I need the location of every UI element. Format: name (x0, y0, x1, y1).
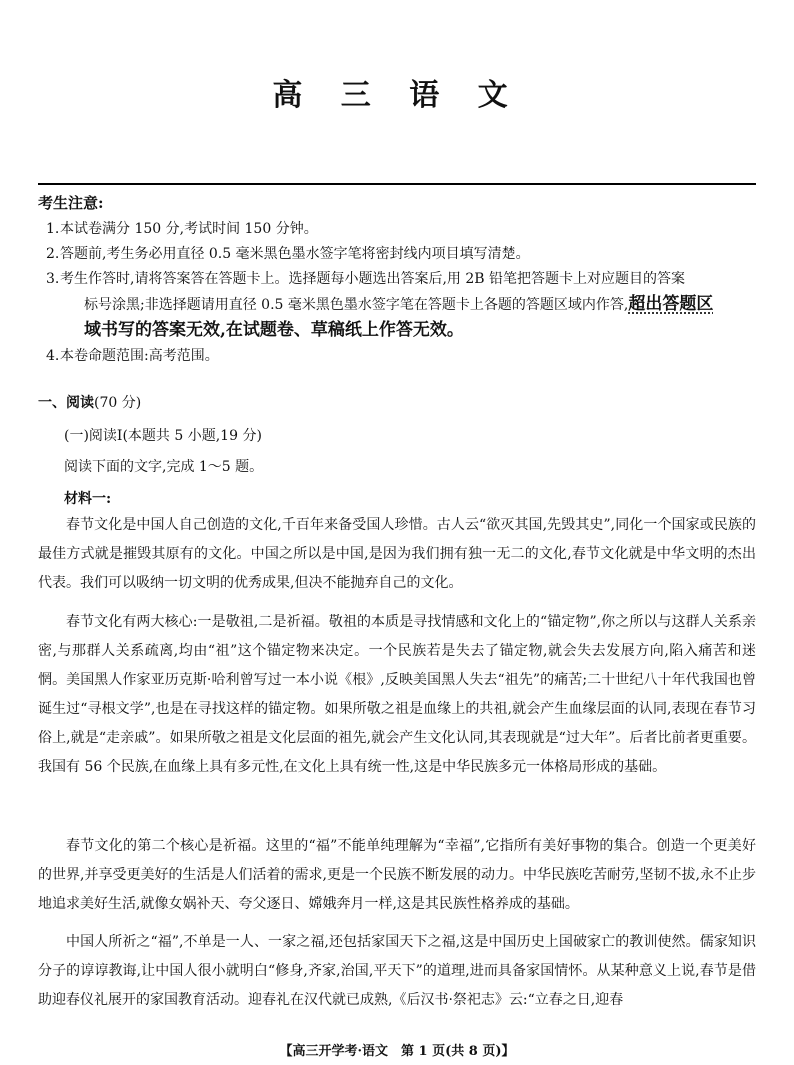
paragraph-1: 春节文化是中国人自己创造的文化,千百年来备受国人珍惜。古人云“欲灭其国,先毁其史”,同化一个国家或民族的最佳方式就是摧毁其原有的文化。中国之所以是中国,是因为我们拥有独一无二的文化,春节文化就是中华文明的杰出代表。我们可以吸纳一切文明的优秀成果,但决不能抛弃自己的文化。 (38, 517, 756, 591)
notice-item-4: 4.本卷命题范围:高考范围。 (46, 348, 219, 364)
paragraph-4: 中国人所祈之“福”,不单是一人、一家之福,还包括家国天下之福,这是中国历史上国破家亡的教训使然。儒家知识分子的谆谆教诲,让中国人很小就明白“修身,齐家,治国,平天下”的道理,进而具备家国情怀。从某种意义上说,春节是借助迎春仪礼展开的家国教育活动。迎春礼在汉代就已成熟,《后汉书·祭祀志》云:“立春之日,迎春 (38, 934, 756, 1008)
notice-list (38, 217, 758, 369)
material-label: 材料一: (64, 491, 112, 507)
notice-item-1: 1.本试卷满分 150 分,考试时间 150 分钟。 (46, 221, 318, 237)
page-footer: 【高三开学考·语文 第 1 页(共 8 页)】 (279, 1044, 515, 1059)
notice-item-2: 2.答题前,考生务必用直径 0.5 毫米黑色墨水签字笔将密封线内项目填写清楚。 (46, 246, 530, 262)
header-divider (38, 183, 756, 185)
notice-box (38, 192, 758, 369)
reading-subheading: (一)阅读Ⅰ(本题共 5 小题,19 分) (64, 428, 262, 444)
paragraph-3: 春节文化的第二个核心是祈福。这里的“福”不能单纯理解为“幸福”,它指所有美好事物的集合。创造一个更美好的世界,并享受更美好的生活是人们活着的需求,更是一个民族不断发展的动力。中华民族吃苦耐劳,坚韧不拔,永不止步地追求美好生活,就像女娲补天、夸父逐日、嫦娥奔月一样,这是其民族性格养成的基础。 (38, 838, 756, 912)
section-heading: 一、阅读(70 分) (38, 395, 142, 411)
notice-item-3: 3.考生作答时,请将答案答在答题卡上。选择题每小题选出答案后,用 2B 铅笔把答题卡上对应题目的答案 (46, 271, 685, 287)
page-title: 高 三 语 文 (272, 78, 522, 113)
reading-instruction: 阅读下面的文字,完成 1～5 题。 (64, 459, 264, 475)
notice-item-3-cont: 标号涂黑;非选择题请用直径 0.5 毫米黑色墨水签字笔在答题卡上各题的答题区域内作答,超出答题区 (84, 294, 714, 314)
paragraph-2: 春节文化有两大核心:一是敬祖,二是祈福。敬祖的本质是寻找情感和文化上的“锚定物”,你之所以与这群人关系亲密,与那群人关系疏离,均由“祖”这个锚定物来决定。一个民族若是失去了锚定物,就会失去发展方向,陷入痛苦和迷惘。美国黑人作家亚历克斯·哈利曾写过一本小说《根》,反映美国黑人失去“祖先”的痛苦;二十世纪八十年代我国也曾诞生过“寻根文学”,也是在寻找这样的锚定物。如果所敬之祖是血缘上的共祖,就会产生血缘层面的认同,表现在春节习俗上,就是“走亲戚”。如果所敬之祖是文化层面的祖先,就会产生文化认同,其表现就是“过大年”。后者比前者更重要。我国有 56 个民族,在血缘上具有多元性,在文化上具有统一性,这是中华民族多元一体格局形成的基础。 (38, 614, 756, 775)
notice-item-3-cont2 (38, 318, 758, 344)
notice-emphasis-2: 域书写的答案无效,在试题卷、草稿纸上作答无效。 (84, 320, 464, 340)
notice-heading: 考生注意: (38, 194, 104, 212)
notice-emphasis: 超出答题区 (628, 294, 714, 314)
